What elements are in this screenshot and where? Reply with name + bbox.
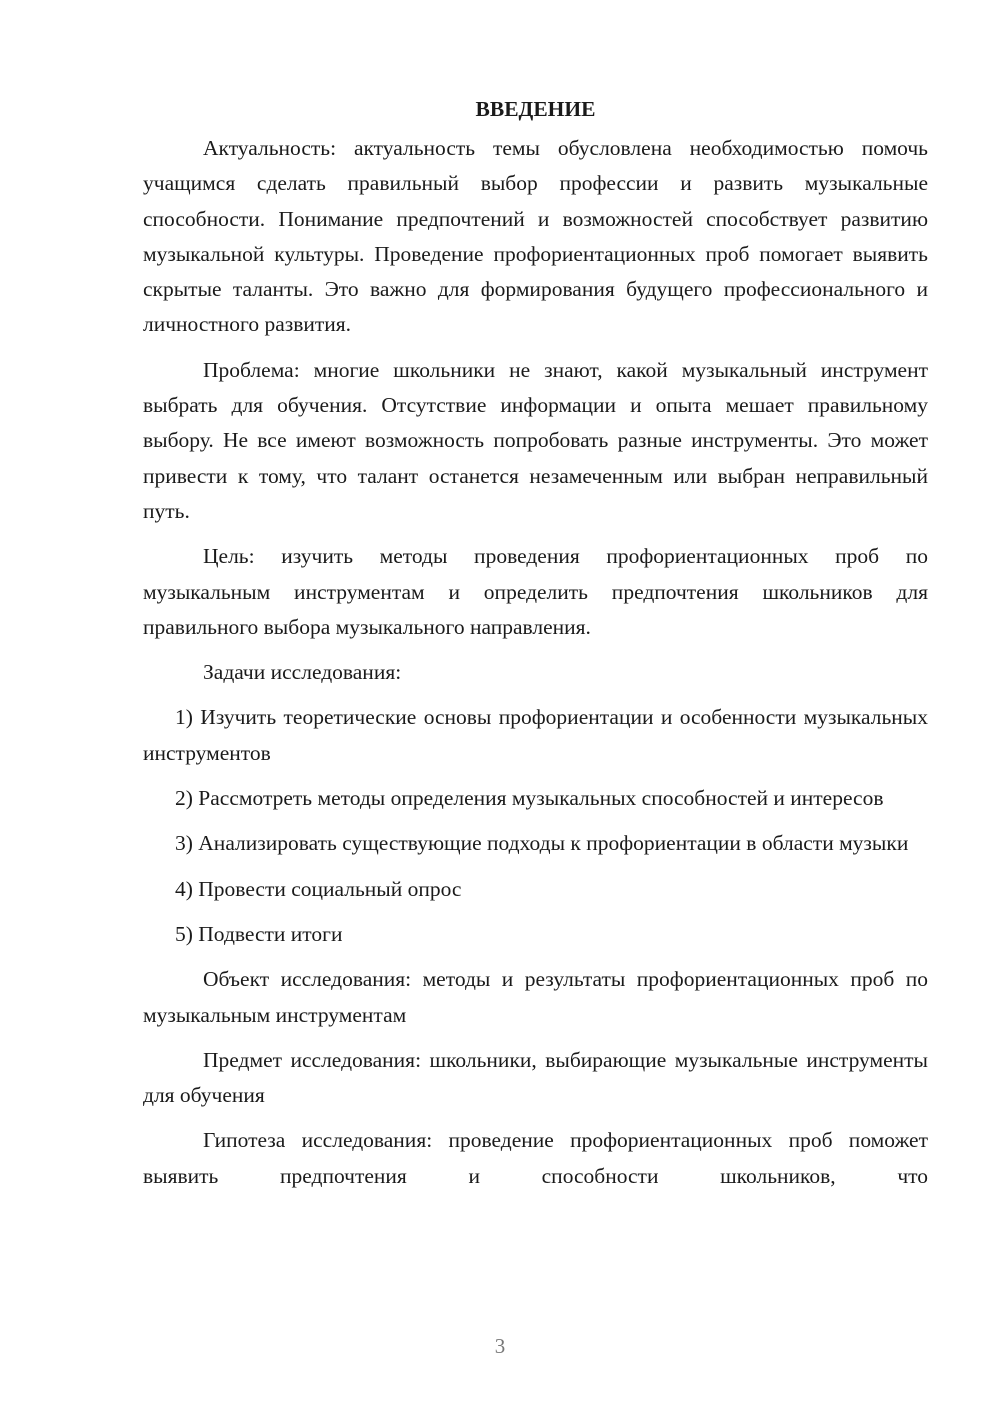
- relevance-paragraph: Актуальность: актуальность темы обусловлена необходимостью помочь учащимся сделать правильный выбор профессии и развить музыкальные способности. Понимание предпочтений и возможностей способствует развитию музыкальной культуры. Проведение профориентационных проб помогает выявить скрытые таланты. Это важно для формирования будущего профессионального и личностного развития.: [143, 136, 928, 337]
- section-title: ВВЕДЕНИЕ: [475, 97, 596, 121]
- tasks-list: [143, 700, 928, 952]
- list-item: 4) Провести социальный опрос: [175, 876, 462, 901]
- object-paragraph: Объект исследования: методы и результаты профориентационных проб по музыкальным инструментам: [143, 967, 928, 1027]
- hypothesis-paragraph: Гипотеза исследования: проведение профориентационных проб поможет выявить предпочтения и способности школьников, что: [143, 1128, 928, 1188]
- goal-paragraph: Цель: изучить методы проведения профориентационных проб по музыкальным инструментам и определить предпочтения школьников для правильного выбора музыкального направления.: [143, 544, 928, 639]
- page-number: 3: [494, 1334, 506, 1358]
- list-item: 2) Рассмотреть методы определения музыкальных способностей и интересов: [175, 786, 884, 811]
- subject-paragraph: Предмет исследования: школьники, выбирающие музыкальные инструменты для обучения: [143, 1047, 928, 1108]
- list-item: 5) Подвести итоги: [175, 921, 343, 946]
- list-item: 3) Анализировать существующие подходы к профориентации в области музыки: [175, 831, 909, 856]
- list-item: 1) Изучить теоретические основы профориентации и особенности музыкальных инструментов: [143, 705, 928, 765]
- tasks-heading: Задачи исследования:: [203, 660, 402, 685]
- problem-paragraph: Проблема: многие школьники не знают, какой музыкальный инструмент выбрать для обучения. Отсутствие информации и опыта мешает правильному выбору. Не все имеют возможность попробовать разные инструменты. Это может привести к тому, что талант останется незамеченным или выбран неправильный путь.: [143, 357, 928, 523]
- document-page: [143, 92, 928, 1204]
